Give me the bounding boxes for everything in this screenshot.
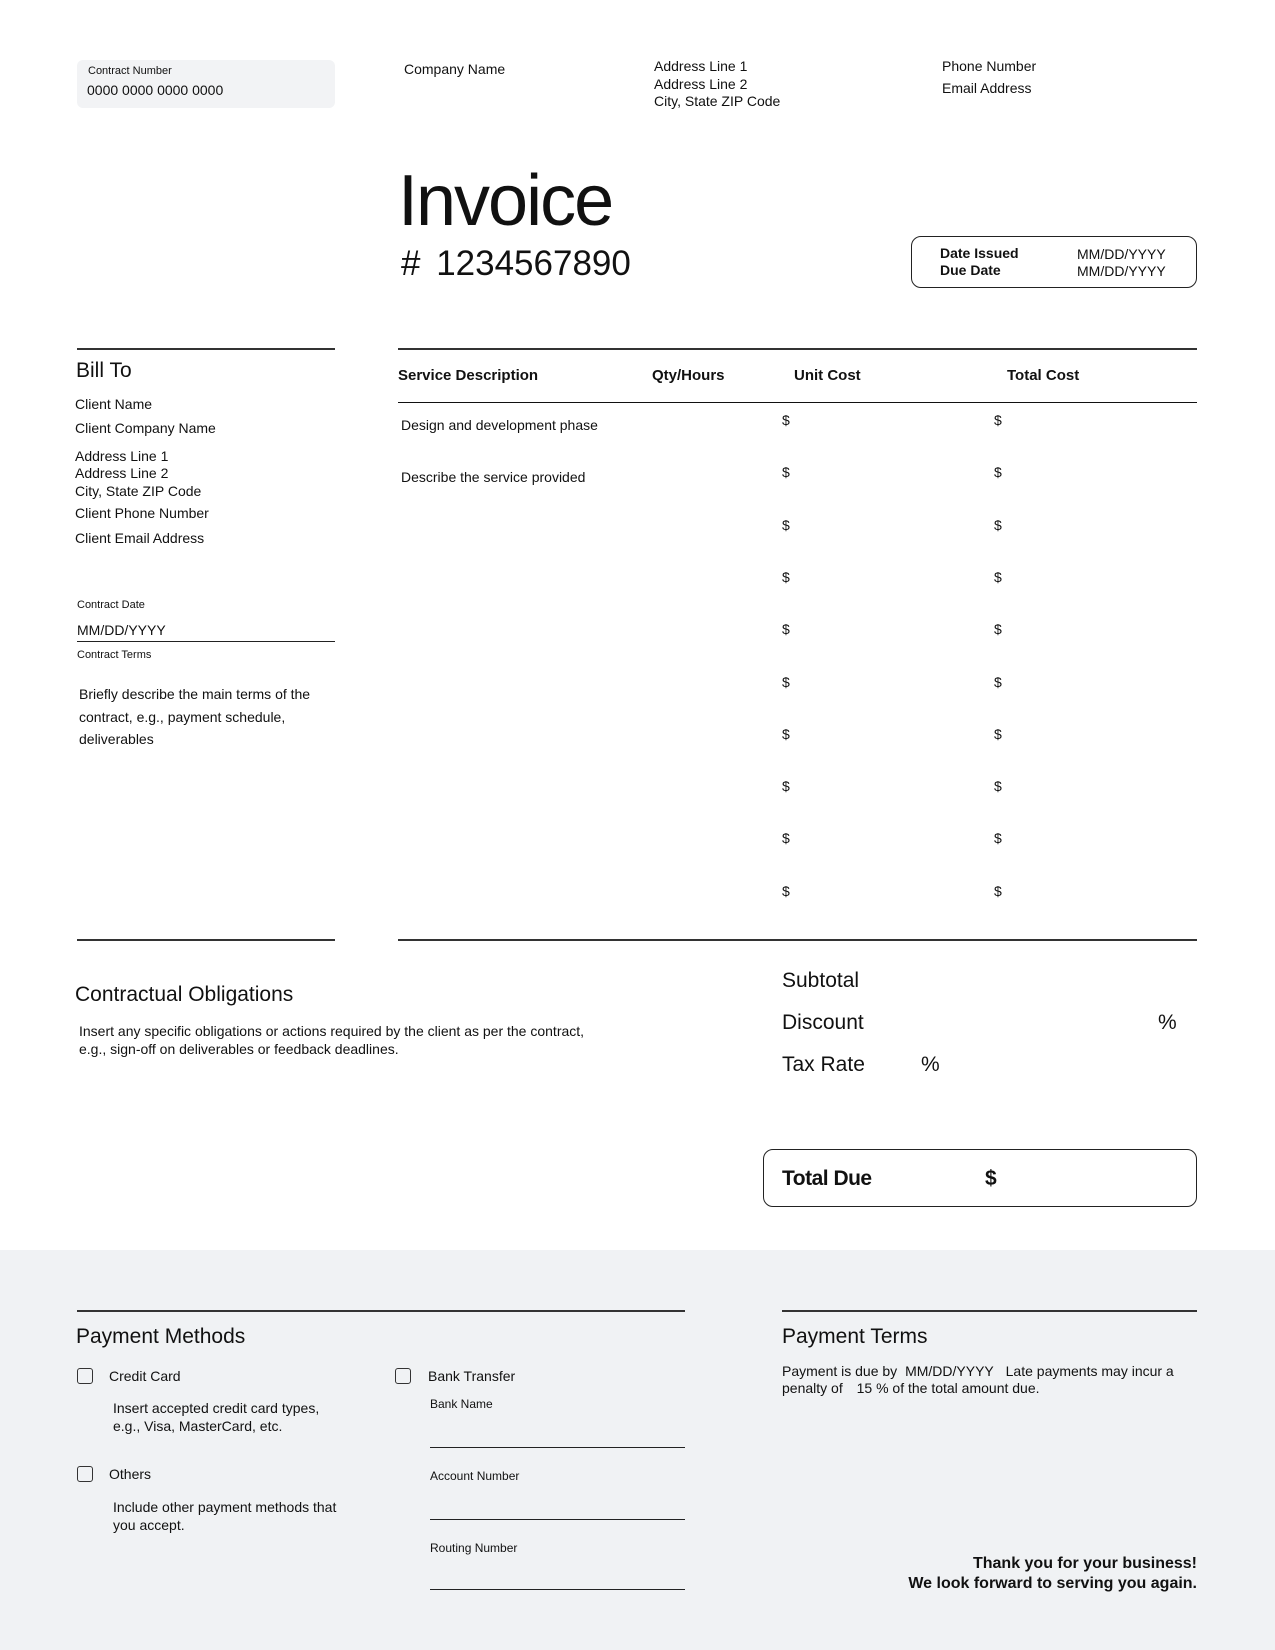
- row-description[interactable]: Design and development phase: [401, 417, 598, 433]
- due-date-value[interactable]: MM/DD/YYYY: [1077, 263, 1166, 279]
- row-unit-cost[interactable]: $: [782, 516, 790, 533]
- terms-text: Late payments may incur a: [1005, 1363, 1174, 1379]
- discount-percent: %: [1158, 1011, 1177, 1034]
- account-number-label: Account Number: [430, 1469, 520, 1483]
- penalty-percent[interactable]: 15: [856, 1380, 873, 1396]
- row-total-cost[interactable]: $: [994, 882, 1002, 899]
- col-qty-hours: Qty/Hours: [652, 367, 725, 384]
- divider: [77, 939, 335, 941]
- terms-text: % of the total amount due.: [876, 1380, 1040, 1396]
- bank-transfer-label: Bank Transfer: [428, 1368, 516, 1384]
- terms-line: contract, e.g., payment schedule,: [79, 708, 286, 725]
- col-unit-cost: Unit Cost: [794, 367, 861, 384]
- address-line: Address Line 1: [654, 58, 748, 74]
- terms-text: penalty of: [782, 1380, 843, 1396]
- company-address: [654, 58, 780, 111]
- row-total-cost[interactable]: $: [994, 568, 1002, 585]
- contract-number: 0000 0000 0000 0000: [87, 82, 224, 98]
- tax-rate-percent: %: [921, 1053, 940, 1076]
- row-total-cost[interactable]: $: [994, 778, 1002, 795]
- row-unit-cost[interactable]: $: [782, 673, 790, 690]
- terms-line: Briefly describe the main terms of the: [79, 686, 311, 702]
- client-email: Client Email Address: [75, 530, 205, 546]
- others-label: Others: [109, 1466, 152, 1482]
- client-name: Client Name: [75, 396, 153, 412]
- routing-number-field[interactable]: [430, 1589, 685, 1590]
- row-unit-cost[interactable]: $: [782, 621, 790, 638]
- contract-date-field[interactable]: MM/DD/YYYY: [77, 622, 166, 638]
- company-name: Company Name: [404, 61, 506, 77]
- company-phone: Phone Number: [942, 58, 1037, 74]
- routing-number-label: Routing Number: [430, 1541, 518, 1555]
- bill-to-title: Bill To: [76, 359, 132, 382]
- credit-card-checkbox[interactable]: [77, 1368, 93, 1384]
- obligations-line: e.g., sign-off on deliverables or feedback deadlines.: [79, 1041, 399, 1057]
- row-unit-cost[interactable]: $: [782, 882, 790, 899]
- client-phone: Client Phone Number: [75, 505, 209, 521]
- row-unit-cost[interactable]: $: [782, 778, 790, 795]
- company-email: Email Address: [942, 80, 1032, 96]
- discount-label: Discount: [782, 1011, 864, 1034]
- others-checkbox[interactable]: [77, 1466, 93, 1482]
- page-title: Invoice: [398, 161, 613, 241]
- thank-you-message: [908, 1554, 1197, 1594]
- total-due-value: $: [985, 1167, 997, 1190]
- terms-text: Payment is due by: [782, 1363, 898, 1379]
- desc-line: Insert accepted credit card types,: [113, 1400, 320, 1416]
- client-address-line: Address Line 1: [75, 448, 169, 464]
- others-desc: [113, 1498, 336, 1534]
- row-unit-cost[interactable]: $: [782, 464, 790, 481]
- divider: [77, 641, 335, 642]
- row-total-cost[interactable]: $: [994, 830, 1002, 847]
- divider: [398, 939, 1197, 941]
- credit-card-label: Credit Card: [109, 1368, 181, 1384]
- total-due-label: Total Due: [782, 1167, 872, 1190]
- obligations-title: Contractual Obligations: [75, 983, 294, 1006]
- bank-transfer-checkbox[interactable]: [395, 1368, 411, 1384]
- contract-terms-label: Contract Terms: [77, 649, 152, 661]
- client-address-line: Address Line 2: [75, 465, 169, 481]
- thanks-line: Thank you for your business!: [972, 1555, 1197, 1572]
- col-service-description: Service Description: [398, 367, 539, 384]
- payment-methods-title: Payment Methods: [76, 1325, 246, 1348]
- credit-card-desc: [113, 1399, 319, 1435]
- due-date-label: Due Date: [940, 262, 1001, 278]
- account-number-field[interactable]: [430, 1519, 685, 1520]
- contract-date-label: Contract Date: [77, 599, 145, 611]
- divider: [77, 1310, 685, 1312]
- row-total-cost[interactable]: $: [994, 464, 1002, 481]
- divider: [398, 402, 1197, 403]
- desc-line: e.g., Visa, MasterCard, etc.: [113, 1418, 283, 1434]
- terms-line: deliverables: [79, 731, 154, 747]
- invoice-number: # 1234567890: [401, 244, 631, 283]
- address-line: Address Line 2: [654, 75, 748, 92]
- row-unit-cost[interactable]: $: [782, 830, 790, 847]
- row-unit-cost[interactable]: $: [782, 725, 790, 742]
- row-unit-cost[interactable]: $: [782, 412, 790, 428]
- bank-name-label: Bank Name: [430, 1397, 493, 1411]
- bank-name-field[interactable]: [430, 1447, 685, 1448]
- contract-number-label: Contract Number: [88, 65, 172, 77]
- row-description[interactable]: Describe the service provided: [401, 469, 586, 486]
- row-total-cost[interactable]: $: [994, 516, 1002, 533]
- contract-terms-text[interactable]: [79, 683, 310, 751]
- payment-terms-line1: [782, 1363, 1174, 1380]
- divider: [398, 348, 1197, 350]
- row-total-cost[interactable]: $: [994, 412, 1002, 428]
- obligations-line: Insert any specific obligations or actions required by the client as per the contract,: [79, 1023, 585, 1039]
- payment-due-date[interactable]: MM/DD/YYYY: [905, 1363, 994, 1379]
- client-company: Client Company Name: [75, 420, 216, 436]
- client-address-line: City, State ZIP Code: [75, 483, 202, 499]
- payment-terms-title: Payment Terms: [782, 1325, 928, 1348]
- divider: [782, 1310, 1197, 1312]
- row-total-cost[interactable]: $: [994, 673, 1002, 690]
- row-total-cost[interactable]: $: [994, 621, 1002, 638]
- payment-terms-line2: [782, 1380, 1040, 1397]
- subtotal-label: Subtotal: [782, 969, 860, 992]
- date-issued-label: Date Issued: [940, 245, 1019, 261]
- tax-rate-label: Tax Rate: [782, 1053, 865, 1076]
- col-total-cost: Total Cost: [1007, 367, 1080, 384]
- desc-line: Include other payment methods that: [113, 1499, 337, 1515]
- row-unit-cost[interactable]: $: [782, 568, 790, 585]
- divider: [77, 348, 335, 350]
- thanks-line: We look forward to serving you again.: [908, 1575, 1197, 1592]
- date-issued-value[interactable]: MM/DD/YYYY: [1077, 246, 1166, 262]
- desc-line: you accept.: [113, 1517, 185, 1533]
- obligations-text[interactable]: [79, 1022, 584, 1058]
- row-total-cost[interactable]: $: [994, 725, 1002, 742]
- address-line: City, State ZIP Code: [654, 93, 781, 109]
